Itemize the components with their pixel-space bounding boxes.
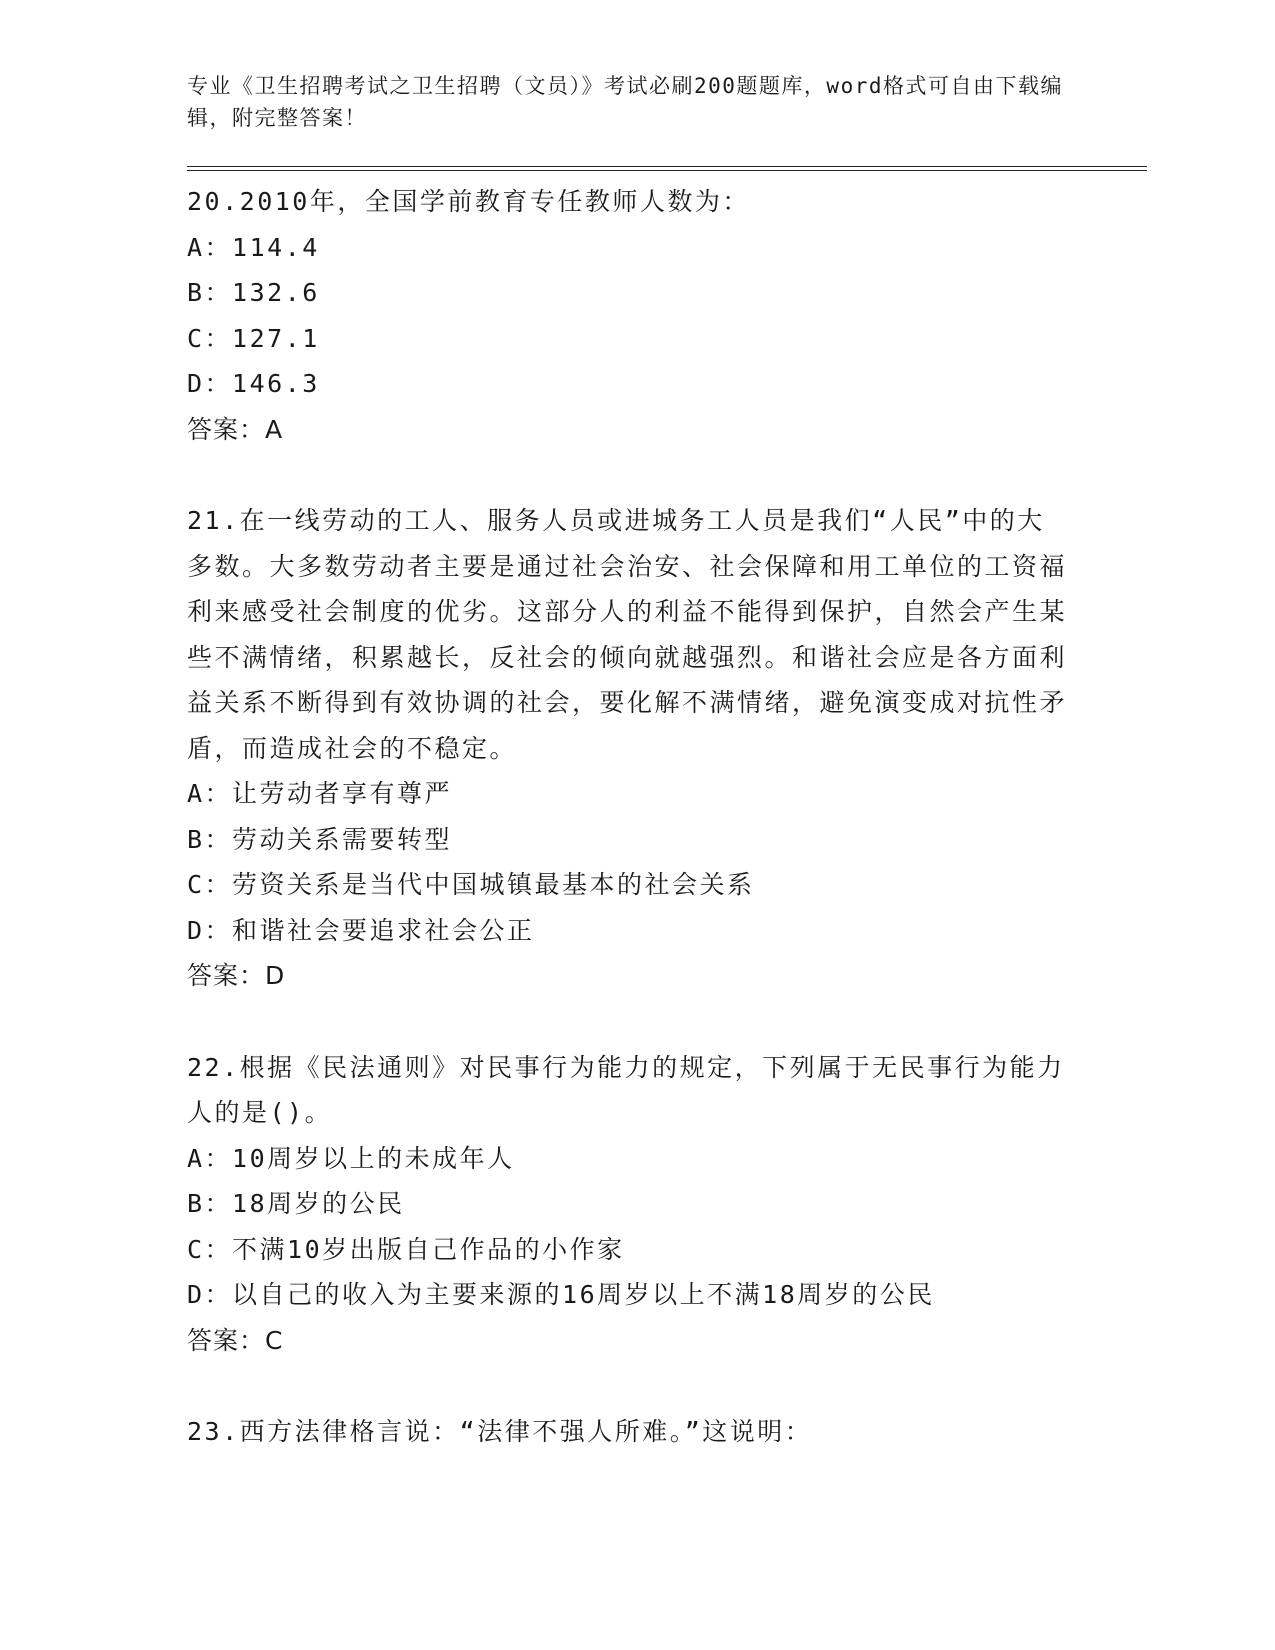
option-a: A：10周岁以上的未成年人 (187, 1143, 515, 1173)
question-list (187, 179, 1147, 1455)
option-c: C：不满10岁出版自己作品的小作家 (187, 1234, 625, 1264)
answer-line: 答案：D (187, 961, 286, 990)
question-stem: 22.根据《民法通则》对民事行为能力的规定，下列属于无民事行为能力人的是()。 (187, 1052, 1065, 1127)
option-b: B：劳动关系需要转型 (187, 824, 453, 854)
option-d: D：146.3 (187, 369, 320, 398)
question-23 (187, 1409, 1147, 1455)
question-22 (187, 1045, 1147, 1364)
answer-line: 答案：A (187, 414, 284, 444)
option-a: A：让劳动者享有尊严 (187, 779, 453, 808)
question-stem: 23.西方法律格言说：“法律不强人所难。”这说明： (187, 1417, 813, 1446)
option-c: C：劳资关系是当代中国城镇最基本的社会关系 (187, 870, 755, 899)
document-page (187, 70, 1147, 1501)
option-a: A：114.4 (187, 232, 320, 262)
question-21 (187, 498, 1147, 999)
header-divider (187, 166, 1147, 171)
option-d: D：和谐社会要追求社会公正 (187, 915, 535, 945)
question-20 (187, 179, 1147, 452)
question-stem: 21.在一线劳动的工人、服务人员或进城务工人员是我们“人民”中的大多数。大多数劳动者主要是通过社会治安、社会保障和用工单位的工资福利来感受社会制度的优劣。这部分人的利益不能得到保护，自然会产生某些不满情绪，积累越长，反社会的倾向就越强烈。和谐社会应是各方面利益关系不断得到有效协调的社会，要化解不满情绪，避免演变成对抗性矛盾，而造成社会的不稳定。 (187, 506, 1068, 763)
option-b: B：18周岁的公民 (187, 1189, 405, 1218)
option-b: B：132.6 (187, 278, 320, 307)
document-header: 专业《卫生招聘考试之卫生招聘（文员）》考试必刷200题题库，word格式可自由下载编辑，附完整答案！ (187, 74, 1063, 130)
option-c: C：127.1 (187, 323, 320, 353)
answer-line: 答案：C (187, 1325, 284, 1355)
option-d: D：以自己的收入为主要来源的16周岁以上不满18周岁的公民 (187, 1280, 935, 1309)
question-stem: 20.2010年，全国学前教育专任教师人数为： (187, 187, 750, 216)
